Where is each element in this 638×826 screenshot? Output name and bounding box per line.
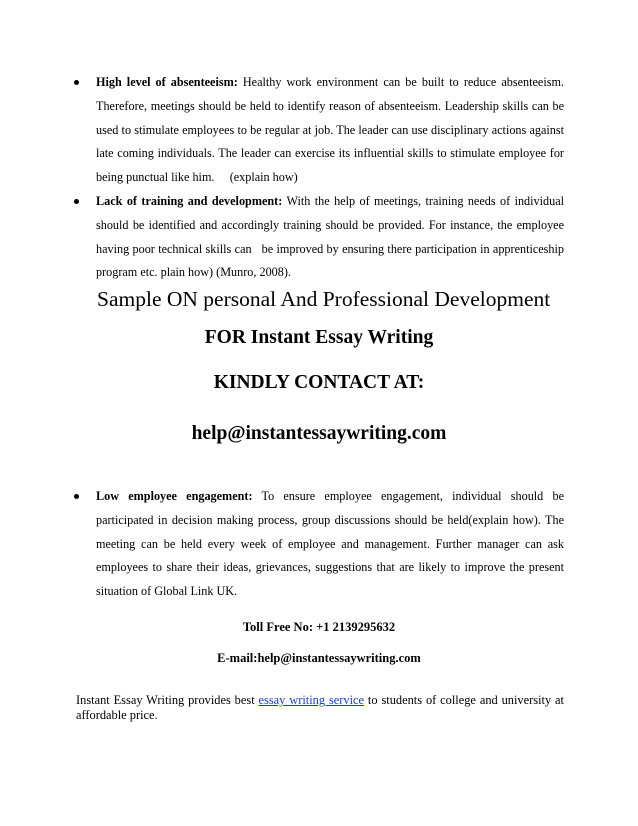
bullet-text: Healthy work environment can be built to reduce absenteeism. Therefore, meetings should be held to identify reason of absenteeism. Leadership skills can be used to stimulate employees to be regular at job. The leader can use disciplinary actions against late coming individuals. The leader can exercise its influential skills to stimulate employee for being punctual like him. (explain how)	[96, 75, 564, 185]
bullet-icon	[74, 494, 79, 499]
bullet-icon	[74, 80, 79, 85]
footer-text-after: to students of college and university at affordable price.	[76, 693, 564, 723]
bullet-title: High level of absenteeism:	[96, 75, 238, 89]
bullet-title: Lack of training and development:	[96, 193, 283, 208]
promo-for-line	[0, 327, 638, 349]
list-item	[96, 485, 564, 604]
list-item	[96, 190, 564, 285]
list-item	[96, 71, 564, 190]
bullet-title: Low employee engagement:	[96, 489, 253, 503]
bullet-list-top	[96, 71, 564, 285]
bullet-list-bottom	[96, 485, 564, 604]
promo-for-text: FOR Instant Essay Writing	[204, 327, 434, 348]
promo-email-text[interactable]: help@instantessaywriting.com	[191, 423, 447, 444]
bullet-text: With the help of meetings, training needs of individual should be identified and accordingly training should be provided. For instance, the employee having poor technical skills can be improved by ensuring there participation in apprenticeship program etc. plain how) (Munro, 2008).	[96, 193, 564, 280]
contact-email: E-mail:help@instantessaywriting.com	[217, 651, 421, 665]
bullet-icon	[74, 199, 79, 204]
promo-contact-line	[0, 372, 638, 394]
promo-email-link[interactable]	[0, 423, 638, 445]
essay-service-link[interactable]: essay writing service	[258, 693, 365, 708]
bullet-text: To ensure employee engagement, individual should be participated in decision making process, group discussions should be held(explain how). The meeting can be held every week of employee and management. Further manager can ask employees to share their ideas, grievances, suggestions that are likely to improve the present situation of Global Link UK.	[96, 489, 564, 599]
footer-text-before: Instant Essay Writing provides best	[76, 693, 259, 708]
tollfree-number: Toll Free No: +1 2139295632	[242, 620, 396, 634]
sample-heading: Sample ON personal And Professional Development	[97, 287, 551, 311]
footer-paragraph	[76, 693, 564, 723]
promo-contact-text: KINDLY CONTACT AT:	[213, 372, 425, 393]
